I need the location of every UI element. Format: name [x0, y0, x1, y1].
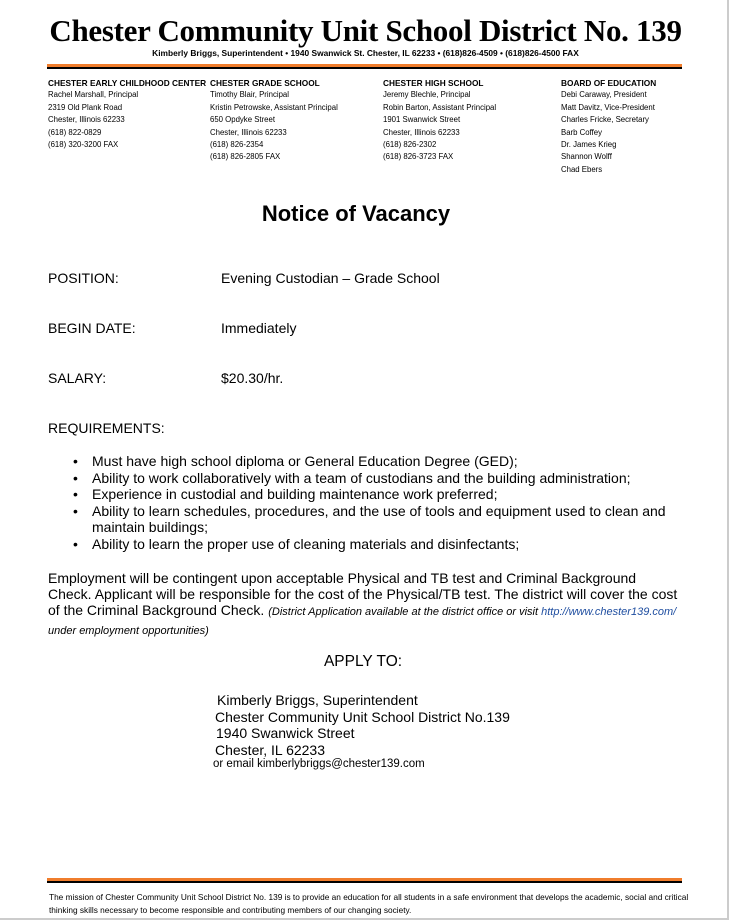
address-line: 1940 Swanwick Street [216, 725, 355, 741]
column-line: (618) 826-3723 FAX [383, 152, 454, 162]
column-line: Shannon Wolff [561, 152, 612, 162]
column-line: Robin Barton, Assistant Principal [383, 102, 497, 112]
list-item: • Must have high school diploma or General Education Degree (GED); [73, 453, 673, 470]
mission-statement: The mission of Chester Community Unit School District No. 139 is to provide an education for all students in a safe environment that develops the academic, social and critical thinking skills necessary to become responsible and contributing members of our changing society. [49, 892, 689, 915]
application-note-end: under employment opportunities) [48, 624, 209, 637]
school-column [48, 77, 206, 151]
column-line: Barb Coffey [561, 127, 603, 137]
list-item: • Ability to work collaboratively with a team of custodians and the building administration; [73, 470, 673, 487]
salary-value: $20.30/hr. [221, 370, 284, 386]
address-line: Chester Community Unit School District No.139 [215, 709, 510, 725]
address-line: Kimberly Briggs, Superintendent [217, 692, 418, 708]
column-line: Matt Davitz, Vice-President [561, 102, 655, 112]
requirements-list [73, 453, 673, 553]
employment-text: Employment will be contingent upon acceptable Physical and TB test and Criminal Background Check. Applicant will be responsible for the cost of the Physical/TB test. The district will cover the cost of the Criminal Background Check. [48, 570, 678, 619]
begin-date-label: BEGIN DATE: [48, 320, 136, 336]
column-line: (618) 826-2354 [210, 140, 264, 150]
school-column [383, 77, 496, 164]
column-line: Chester, Illinois 62233 [383, 127, 460, 137]
notice-title: Notice of Vacancy [261, 201, 451, 226]
column-line: 1901 Swanwick Street [383, 115, 461, 125]
address-line: Chester, IL 62233 [215, 742, 326, 758]
apply-to-heading: APPLY TO: [323, 653, 403, 670]
list-item: • Ability to learn schedules, procedures, and the use of tools and equipment used to clean and maintain buildings; [73, 503, 673, 536]
column-heading: BOARD OF EDUCATION [561, 78, 657, 88]
list-item: • Ability to learn the proper use of cleaning materials and disinfectants; [73, 536, 673, 553]
column-line: Jeremy Blechle, Principal [383, 90, 471, 100]
column-line: 650 Opdyke Street [210, 115, 276, 125]
column-line: (618) 320-3200 FAX [48, 140, 119, 150]
column-line: Charles Fricke, Secretary [561, 115, 649, 125]
header-black-rule [47, 67, 682, 69]
column-line: Dr. James Krieg [561, 140, 617, 150]
column-heading: CHESTER HIGH SCHOOL [383, 78, 484, 88]
column-line: Chester, Illinois 62233 [48, 115, 125, 125]
list-item: • Experience in custodial and building maintenance work preferred; [73, 486, 673, 503]
requirements-label: REQUIREMENTS: [48, 420, 165, 436]
school-column [561, 77, 656, 176]
district-title: Chester Community Unit School District No. 139 [49, 13, 682, 48]
email-line: or email kimberlybriggs@chester139.com [213, 758, 425, 770]
begin-date-value: Immediately [221, 320, 297, 336]
column-line: (618) 822-0829 [48, 127, 102, 137]
column-heading: CHESTER EARLY CHILDHOOD CENTER [48, 78, 207, 88]
column-line: (618) 826-2302 [383, 140, 437, 150]
salary-label: SALARY: [48, 370, 107, 386]
column-line: Timothy Blair, Principal [210, 90, 290, 100]
position-label: POSITION: [48, 270, 119, 286]
district-website-link[interactable]: http://www.chester139.com/ [541, 606, 677, 619]
column-line: Chester, Illinois 62233 [210, 127, 287, 137]
column-heading: CHESTER GRADE SCHOOL [210, 78, 320, 88]
column-line: Kristin Petrowske, Assistant Principal [210, 102, 338, 112]
position-value: Evening Custodian – Grade School [221, 270, 440, 286]
column-line: Chad Ebers [561, 164, 603, 174]
employment-paragraph [48, 570, 678, 639]
column-line: (618) 826-2805 FAX [210, 152, 281, 162]
column-line: Debi Caraway, President [561, 90, 647, 100]
column-line: Rachel Marshall, Principal [48, 90, 139, 100]
footer-black-rule [47, 881, 682, 883]
application-note: (District Application available at the district office or visit [268, 606, 542, 619]
column-line: 2319 Old Plank Road [48, 102, 123, 112]
district-contact: Kimberly Briggs, Superintendent • 1940 Swanwick St. Chester, IL 62233 • (618)826-4509 • (618)826-4500 FAX [152, 48, 579, 58]
school-column [210, 77, 338, 164]
